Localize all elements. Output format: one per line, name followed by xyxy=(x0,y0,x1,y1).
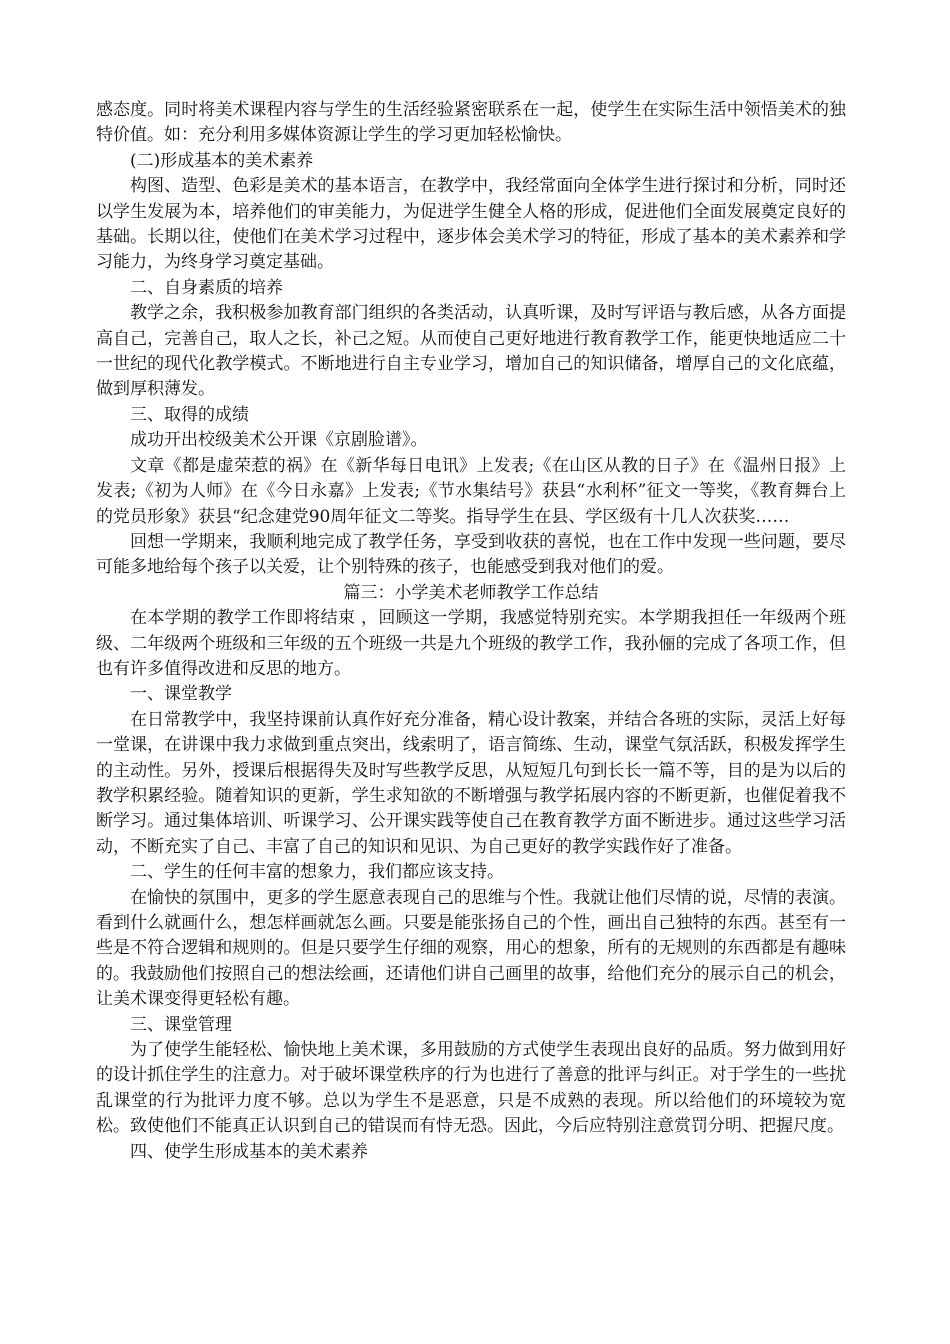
section-heading-imagination: 二、学生的任何丰富的想象力，我们都应该支持。 xyxy=(130,862,504,883)
section-heading-self-quality: 二、自身素质的培养 xyxy=(130,277,283,298)
paragraph-body: 在日常教学中，我坚持课前认真作好充分准备，精心设计教案，并结合各班的实际，灵活上好每一堂课，在讲课中我力求做到重点突出，线索明了，语言简练、生动，课堂气氛活跃，积极发挥学生的主动性。另外，授课后根据得失及时写些教学反思，从短短几句到长长一篇不等，目的是为以后的教学积累经验。随着知识的更新，学生求知欲的不断增强与教学拓展内容的不断更新，也催促着我不断学习。通过集体培训、听课学习、公开课实践等使自己在教育教学方面不断进步。通过这些学习活动，不断充实了自己、丰富了自己的知识和见识、为自己更好的教学实践作好了准备。 xyxy=(96,709,846,857)
section-heading-achievements: 三、取得的成绩 xyxy=(130,404,249,425)
paragraph-body: 教学之余，我积极参加教育部门组织的各类活动，认真听课，及时写评语与教后感，从各方面提高自己，完善自己，取人之长，补己之短。从而使自己更好地进行教育教学工作，能更快地适应二十一世纪的现代化教学模式。不断地进行自主专业学习，增加自己的知识储备，增厚自己的文化底蕴，做到厚积薄发。 xyxy=(96,303,846,400)
section-heading-art-literacy: 四、使学生形成基本的美术素养 xyxy=(130,1141,368,1162)
paragraph-continuation: 感态度。同时将美术课程内容与学生的生活经验紧密联系在一起，使学生在实际生活中领悟美术的独特价值。如：充分利用多媒体资源让学生的学习更加轻松愉快。 xyxy=(96,100,846,146)
paragraph-body: 回想一学期来，我顺利地完成了教学任务，享受到收获的喜悦，也在工作中发现一些问题，要尽可能多地给每个孩子以关爱，让个别特殊的孩子，也能感受到我对他们的爱。 xyxy=(96,531,846,578)
paragraph-body: 在愉快的氛围中，更多的学生愿意表现自己的思维与个性。我就让他们尽情的说，尽情的表演。看到什么就画什么，想怎样画就怎么画。只要是能张扬自己的个性，画出自己独特的东西。甚至有一些是不符合逻辑和规则的。但是只要学生仔细的观察，用心的想象，所有的无规则的东西都是有趣味的。我鼓励他们按照自己的想法绘画，还请他们讲自己画里的故事，给他们充分的展示自己的机会，让美术课变得更轻松有趣。 xyxy=(96,887,846,1010)
section-heading-classroom-management: 三、课堂管理 xyxy=(130,1014,232,1035)
section-heading-classroom-teaching: 一、课堂教学 xyxy=(130,684,232,705)
paragraph-body: 构图、造型、色彩是美术的基本语言，在教学中，我经常面向全体学生进行探讨和分析，同时还以学生发展为本，培养他们的审美能力，为促进学生健全人格的形成，促进他们全面发展奠定良好的基础。长期以往，使他们在美术学习过程中，逐步体会美术学习的特征，形成了基本的美术素养和学习能力，为终身学习奠定基础。 xyxy=(96,176,846,273)
paragraph-body: 成功开出校级美术公开课《京剧脸谱》。 xyxy=(130,430,428,451)
paragraph-body: 为了使学生能轻松、愉快地上美术课，多用鼓励的方式使学生表现出良好的品质。努力做到用好的设计抓住学生的注意力。对于破坏课堂秩序的行为也进行了善意的批评与纠正。对于学生的一些扰乱课堂的行为批评力度不够。总以为学生不是恶意，只是不成熟的表现。所以给他们的环境较为宽松。致使他们不能真正认识到自己的错误而有恃无恐。因此，今后应特别注意赏罚分明、把握尺度。 xyxy=(96,1040,846,1137)
document-page xyxy=(96,98,846,1165)
article-title: 篇三：小学美术老师教学工作总结 xyxy=(343,582,599,603)
paragraph-body: 文章《都是虚荣惹的祸》在《新华每日电讯》上发表;《在山区从教的日子》在《温州日报》上发表;《初为人师》在《今日永嘉》上发表;《节水集结号》获县“水利杯”征文一等奖，《教育舞台上的党员形象》获县“纪念建党90周年征文二等奖。指导学生在县、学区级有十几人次获奖…… xyxy=(96,455,846,527)
section-heading-basic-art-literacy: (二)形成基本的美术素养 xyxy=(130,150,314,171)
paragraph-body: 在本学期的教学工作即将结束 ，回顾这一学期，我感觉特别充实。本学期我担任一年级两个班级、二年级两个班级和三年级的五个班级一共是九个班级的教学工作，我孙俪的完成了各项工作，但也有许多值得改进和反思的地方。 xyxy=(96,608,846,679)
